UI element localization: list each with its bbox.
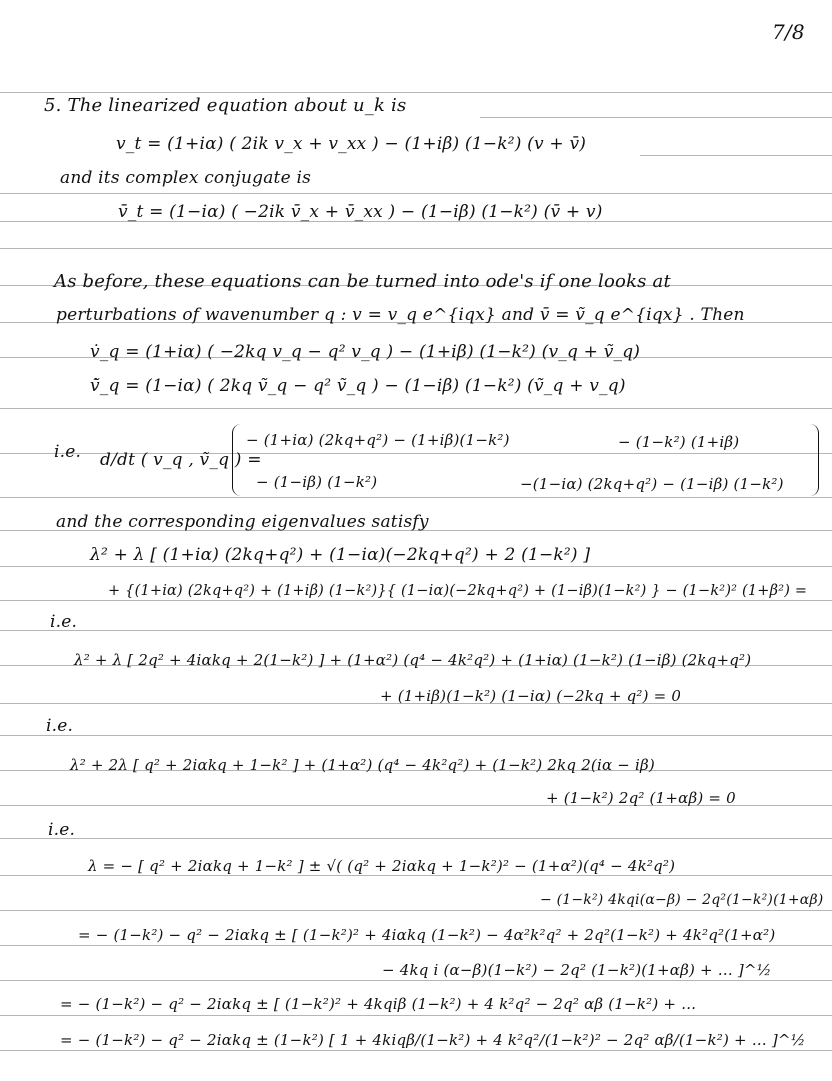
equation-vbar-t: v̄_t = (1−iα) ( −2ik v̄_x + v̄_xx ) − (1−iβ) (1−k²) (v̄ + v): [118, 202, 603, 222]
ruled-line: [0, 92, 832, 93]
ruled-line: [640, 155, 832, 156]
ruled-line: [0, 193, 832, 194]
line-perturbations: perturbations of wavenumber q : v = v_q e^{iqx} and v̄ = ṽ_q e^{iqx} . Then: [56, 305, 745, 325]
line-statement: 5. The linearized equation about u_k is: [44, 95, 407, 116]
equation-matrix-lhs: d/dt ( v_q , ṽ_q ) =: [100, 450, 262, 470]
ruled-line: [0, 945, 832, 946]
ruled-line: [480, 117, 832, 118]
line-as-before: As before, these equations can be turned into ode's if one looks at: [54, 271, 671, 292]
equation-char-5: λ² + 2λ [ q² + 2iαkq + 1−k² ] + (1+α²) (q⁴ − 4k²q²) + (1−k²) 2kq 2(iα − iβ): [70, 756, 655, 774]
equation-char-1: λ² + λ [ (1+iα) (2kq+q²) + (1−iα)(−2kq+q²) + 2 (1−k²) ]: [90, 545, 591, 565]
equation-vq-dot: v̇_q = (1+iα) ( −2kq v_q − q² v_q ) − (1+iβ) (1−k²) (v_q + ṽ_q): [90, 342, 641, 362]
ruled-line: [0, 566, 832, 567]
matrix-bracket-right: [810, 424, 819, 496]
equation-lambda-4: − 4kq i (α−β)(1−k²) − 2q² (1−k²)(1+αβ) + … ]^½: [382, 961, 772, 979]
ruled-line: [0, 735, 832, 736]
equation-char-3: λ² + λ [ 2q² + 4iαkq + 2(1−k²) ] + (1+α²) (q⁴ − 4k²q²) + (1+iα) (1−k²) (1−iβ) (2kq+q²): [74, 651, 752, 669]
ruled-line: [0, 630, 832, 631]
ruled-line: [0, 497, 832, 498]
ruled-line: [0, 408, 832, 409]
label-ie: i.e.: [48, 820, 76, 840]
ruled-line: [0, 1015, 832, 1016]
matrix-entry-22: −(1−iα) (2kq+q²) − (1−iβ) (1−k²): [520, 475, 784, 493]
ruled-line: [0, 980, 832, 981]
equation-vq-tilde-dot: ṽ̇_q = (1−iα) ( 2kq ṽ_q − q² ṽ_q ) − (1−iβ) (1−k²) (ṽ_q + v_q): [90, 376, 626, 396]
equation-lambda-6: = − (1−k²) − q² − 2iαkq ± (1−k²) [ 1 + 4kiqβ/(1−k²) + 4 k²q²/(1−k²)² − 2q² αβ/(1−k²) + … ]^½: [60, 1031, 806, 1049]
equation-vt: v_t = (1+iα) ( 2ik v_x + v_xx ) − (1+iβ) (1−k²) (v + v̄): [116, 134, 587, 154]
equation-char-6: + (1−k²) 2q² (1+αβ) = 0: [546, 789, 736, 807]
equation-lambda-1: λ = − [ q² + 2iαkq + 1−k² ] ± √( (q² + 2iαkq + 1−k²)² − (1+α²)(q⁴ − 4k²q²): [88, 857, 676, 875]
ruled-line: [0, 910, 832, 911]
equation-lambda-2: − (1−k²) 4kqi(α−β) − 2q²(1−k²)(1+αβ): [540, 892, 824, 908]
label-ie: i.e.: [46, 716, 74, 736]
line-eigenvalues: and the corresponding eigenvalues satisfy: [56, 512, 429, 532]
equation-char-4: + (1+iβ)(1−k²) (1−iα) (−2kq + q²) = 0: [380, 687, 682, 705]
page-number: 7/8: [772, 20, 805, 44]
equation-lambda-3: = − (1−k²) − q² − 2iαkq ± [ (1−k²)² + 4iαkq (1−k²) − 4α²k²q² + 2q²(1−k²) + 4k²q²(1+α²): [78, 926, 776, 944]
matrix-bracket-left: [232, 424, 241, 496]
ruled-line: [0, 838, 832, 839]
matrix-entry-11: − (1+iα) (2kq+q²) − (1+iβ)(1−k²): [246, 431, 510, 449]
label-ie: i.e.: [50, 612, 78, 632]
equation-char-2: + {(1+iα) (2kq+q²) + (1+iβ) (1−k²)}{ (1−iα)(−2kq+q²) + (1−iβ)(1−k²) } − (1−k²)² (1+β²) =: [108, 583, 808, 599]
equation-lambda-5: = − (1−k²) − q² − 2iαkq ± [ (1−k²)² + 4kqiβ (1−k²) + 4 k²q² − 2q² αβ (1−k²) + …: [60, 995, 697, 1013]
ruled-line: [0, 248, 832, 249]
ruled-line: [0, 1050, 832, 1051]
matrix-entry-12: − (1−k²) (1+iβ): [618, 433, 740, 451]
label-ie: i.e.: [54, 442, 82, 462]
line-conjugate-intro: and its complex conjugate is: [60, 168, 312, 188]
matrix-entry-21: − (1−iβ) (1−k²): [256, 473, 378, 491]
